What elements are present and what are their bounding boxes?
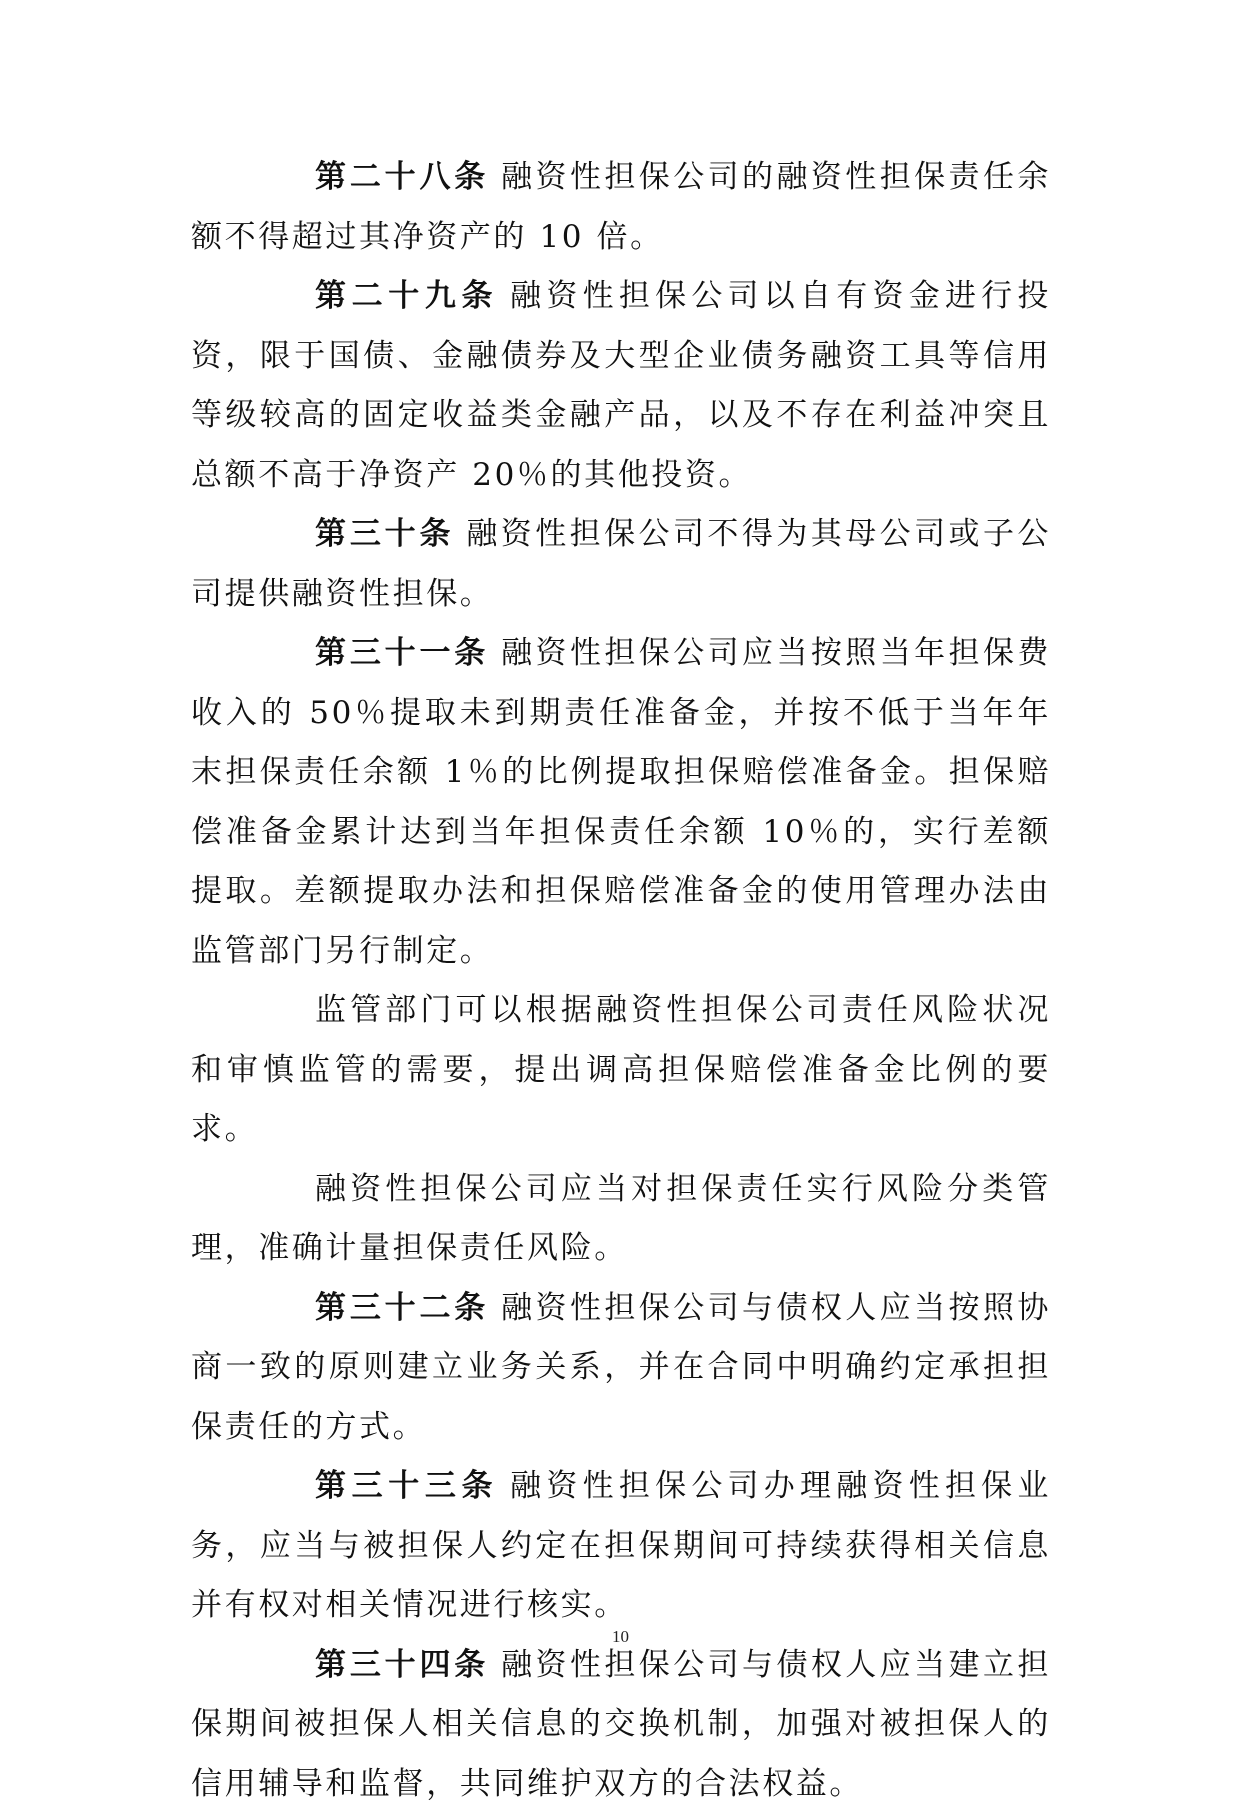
article-33 (191, 1457, 1051, 1636)
article-34 (191, 1636, 1051, 1814)
article-31-paragraph-2 (191, 981, 1051, 1160)
article-32 (191, 1279, 1051, 1458)
article-number: 第二十八条 (315, 159, 489, 195)
document-body (191, 148, 1051, 1814)
article-28 (191, 148, 1051, 267)
article-number: 第三十二条 (315, 1290, 489, 1326)
article-text: 融资性担保公司与债权人应当按照协商一致的原则建立业务关系，并在合同中明确约定承担担保责任的方式。 (191, 1290, 1051, 1445)
article-29 (191, 267, 1051, 505)
page-number: 10 (0, 1627, 1241, 1647)
paragraph-text: 融资性担保公司应当对担保责任实行风险分类管理，准确计量担保责任风险。 (191, 1171, 1051, 1267)
article-text: 融资性担保公司不得为其母公司或子公司提供融资性担保。 (191, 516, 1051, 612)
article-number: 第三十四条 (315, 1647, 489, 1683)
paragraph-text: 监管部门可以根据融资性担保公司责任风险状况和审慎监管的需要，提出调高担保赔偿准备金比例的要求。 (191, 992, 1051, 1147)
article-number: 第三十条 (315, 516, 454, 552)
article-31-paragraph-3 (191, 1160, 1051, 1279)
article-number: 第二十九条 (315, 278, 498, 314)
article-number: 第三十三条 (315, 1468, 498, 1504)
article-30 (191, 505, 1051, 624)
article-text: 融资性担保公司办理融资性担保业务，应当与被担保人约定在担保期间可持续获得相关信息并有权对相关情况进行核实。 (191, 1468, 1051, 1623)
article-text: 融资性担保公司以自有资金进行投资，限于国债、金融债券及大型企业债务融资工具等信用等级较高的固定收益类金融产品，以及不存在利益冲突且总额不高于净资产 20％的其他投资。 (191, 278, 1051, 493)
article-text: 融资性担保公司的融资性担保责任余额不得超过其净资产的 10 倍。 (191, 159, 1051, 255)
article-text: 融资性担保公司与债权人应当建立担保期间被担保人相关信息的交换机制，加强对被担保人的信用辅导和监督，共同维护双方的合法权益。 (191, 1647, 1051, 1802)
article-text: 融资性担保公司应当按照当年担保费收入的 50％提取未到期责任准备金，并按不低于当年年末担保责任余额 1％的比例提取担保赔偿准备金。担保赔偿准备金累计达到当年担保责任余额 10％的，实行差额提取。差额提取办法和担保赔偿准备金的使用管理办法由监管部门另行制定。 (191, 635, 1051, 969)
article-31 (191, 624, 1051, 981)
article-number: 第三十一条 (315, 635, 489, 671)
